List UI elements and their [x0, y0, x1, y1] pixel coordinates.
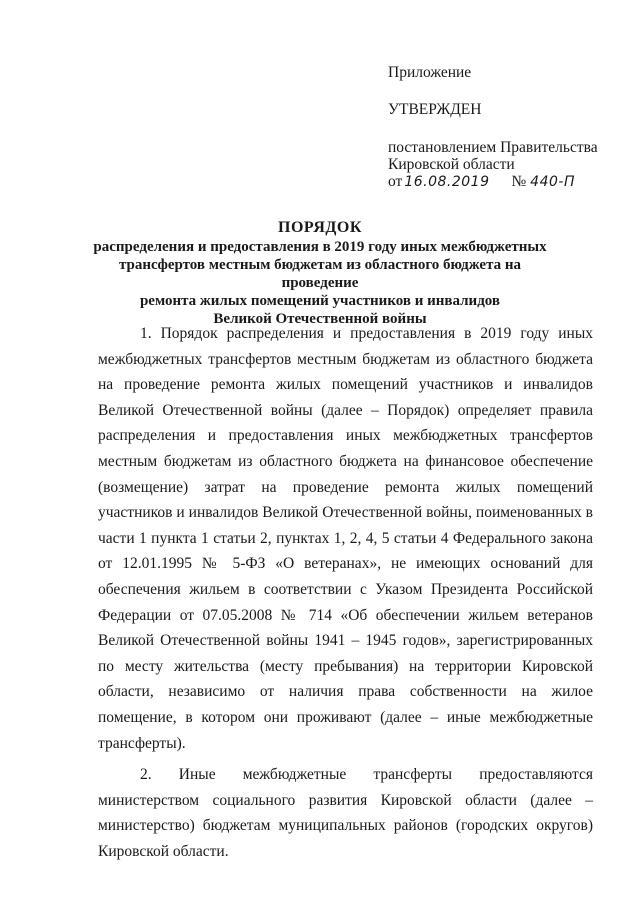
approval-stamp [388, 58, 618, 191]
handwritten-number: 440-П [530, 174, 575, 190]
title-sub-line-4: Великой Отечественной войны [213, 311, 427, 327]
decree-line-1: постановлением Правительства [388, 139, 598, 156]
handwritten-date: 16.08.2019 [404, 174, 490, 190]
number-prefix: № [511, 173, 527, 190]
title-main: ПОРЯДОК [278, 219, 362, 236]
title-sub-line-1: распределения и предоставления в 2019 году иных межбюджетных [93, 239, 547, 255]
date-prefix: от [388, 173, 403, 190]
approved-label: УТВЕРЖДЕН [388, 101, 482, 118]
title-sub-line-2: трансфертов местным бюджетам из областного бюджета на проведение [118, 257, 522, 291]
decree-line-2: Кировской области [388, 156, 515, 173]
paragraph-2: 2. Иные межбюджетные трансферты предоставляются министерством социального развития Кировской области (далее – министерство) бюджетам муниципальных районов (городских округов) Кировской области. [98, 766, 593, 860]
document-title [80, 218, 560, 328]
decree-reference [388, 139, 618, 191]
document-body [98, 321, 593, 864]
title-sub-line-3: ремонта жилых помещений участников и инвалидов [139, 293, 501, 309]
decree-date-number [388, 173, 618, 191]
appendix-label: Приложение [388, 64, 472, 81]
paragraph-1: 1. Порядок распределения и предоставления в 2019 году иных межбюджетных трансфертов местным бюджетам из областного бюджета на проведение ремонта жилых помещений участников и инвалидов Великой Отечественной войны (далее – Порядок) определяет правила распределения и предоставления иных межбюджетных трансфертов местным бюджетам из областного бюджета на финансовое обеспечение (возмещение) затрат на проведение ремонта жилых помещений участников и инвалидов Великой Отечественной войны, поименованных в части 1 пункта 1 статьи 2, пунктах 1, 2, 4, 5 статьи 4 Федерального закона от 12.01.1995 № 5-ФЗ «О ветеранах», не имеющих оснований для обеспечения жильем в соответствии с Указом Президента Российской Федерации от 07.05.2008 № 714 «Об обеспечении жильем ветеранов Великой Отечественной войны 1941 – 1945 годов», зарегистрированных по месту жительства (месту пребывания) на территории Кировской области, независимо от наличия права собственности на жилое помещение, в котором они проживают (далее – иные межбюджетные трансферты). [98, 325, 593, 752]
